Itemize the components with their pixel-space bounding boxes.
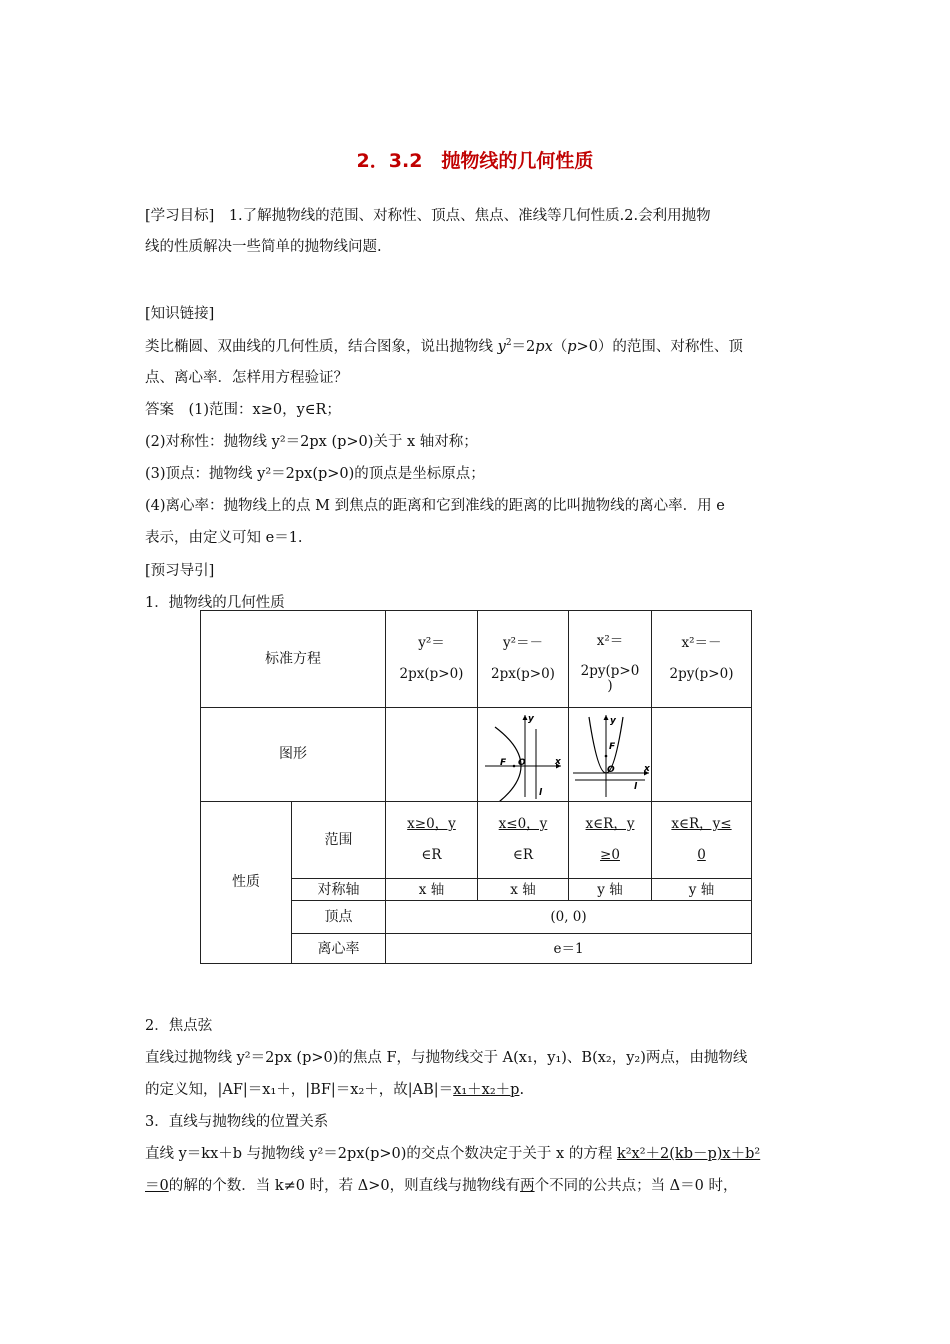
svg-text:l: l (634, 781, 638, 792)
svg-text:y: y (610, 715, 616, 726)
vertex-label: 顶点 (292, 901, 386, 934)
range-2: x≤0，y ∈R (478, 802, 569, 879)
properties-label: 性质 (201, 802, 292, 964)
focal-chord-answer: x₁＋x₂＋p (453, 1082, 520, 1098)
answer-range: 答案 (1)范围：x≥0，y∈R； (145, 402, 341, 418)
equation-row (201, 611, 752, 708)
svg-text:F: F (609, 741, 616, 752)
two-points-answer: 两 (520, 1178, 535, 1194)
answer-symmetry: (2)对称性：抛物线 y²＝2px (p>0)关于 x 轴对称； (145, 434, 478, 450)
learning-goals-line-1: [学习目标] 1.了解抛物线的范围、对称性、顶点、焦点、准线等几何性质.2.会利用抛物 (145, 208, 711, 224)
answer-eccentricity-line-2: 表示，由定义可知 e＝1. (145, 530, 303, 546)
graph-label: 图形 (201, 708, 386, 802)
line-parabola-line-1: 直线 y＝kx＋b 与抛物线 y²＝2px(p>0)的交点个数决定于关于 x 的方程 k²x²＋2(kb－p)x＋b² (145, 1146, 761, 1162)
line-parabola-line-2: ＝0的解的个数．当 k≠0 时，若 Δ>0，则直线与抛物线有两个不同的公共点；当 Δ＝0 时， (145, 1178, 738, 1194)
svg-text:x: x (644, 763, 650, 774)
range-1: x≥0，y ∈R (386, 802, 478, 879)
svg-text:y: y (528, 713, 534, 724)
axis-label: 对称轴 (292, 879, 386, 901)
axis-2: x 轴 (478, 879, 569, 901)
eccentricity-value: e＝1 (386, 934, 752, 964)
range-3: x∈R，y ≥0 (569, 802, 652, 879)
equation-answer-end: ＝0 (145, 1178, 169, 1194)
equation-1: y²＝ 2px(p>0) (386, 611, 478, 708)
axis-1: x 轴 (386, 879, 478, 901)
question-text: 类比椭圆、双曲线的几何性质，结合图象，说出抛物线 (145, 339, 498, 355)
focal-chord-line-2: 的定义知，|AF|＝x₁＋，|BF|＝x₂＋，故|AB|＝x₁＋x₂＋p. (145, 1082, 525, 1098)
graph-cell-2 (478, 708, 569, 802)
focal-chord-line-1: 直线过抛物线 y²＝2px (p>0)的焦点 F，与抛物线交于 A(x₁，y₁)、B(x₂，y₂)两点，由抛物线 (145, 1050, 748, 1066)
svg-text:F: F (500, 757, 507, 768)
svg-text:O: O (607, 764, 615, 775)
graph-cell-1 (386, 708, 478, 802)
vertex-value: (0, 0) (386, 901, 752, 934)
range-4: x∈R，y≤ 0 (652, 802, 752, 879)
parabola-left-graph (481, 709, 565, 801)
page-title: 2．3.2 抛物线的几何性质 (356, 150, 594, 172)
range-label: 范围 (292, 802, 386, 879)
range-row (201, 802, 752, 879)
equation-3: x²＝ 2py(p>0 ) (569, 611, 652, 708)
eccentricity-label: 离心率 (292, 934, 386, 964)
answer-eccentricity-line-1: (4)离心率：抛物线上的点 M 到焦点的距离和它到准线的距离的比叫抛物线的离心率．用 e (145, 498, 725, 514)
learning-goals-line-2: 线的性质解决一些简单的抛物线问题. (145, 239, 382, 255)
parabola-properties-table (200, 610, 752, 964)
equation-label: 标准方程 (201, 611, 386, 708)
graph-row (201, 708, 752, 802)
equation-4: x²＝－ 2py(p>0) (652, 611, 752, 708)
knowledge-heading: [知识链接] (145, 306, 215, 322)
preview-item-1: 1．抛物线的几何性质 (145, 595, 285, 611)
equation-answer: k²x²＋2(kb－p)x＋b² (616, 1146, 761, 1162)
axis-4: y 轴 (652, 879, 752, 901)
equation-2: y²＝－ 2px(p>0) (478, 611, 569, 708)
svg-text:x: x (555, 756, 561, 767)
answer-vertex: (3)顶点：抛物线 y²＝2px(p>0)的顶点是坐标原点； (145, 466, 485, 482)
knowledge-question-line-1: 类比椭圆、双曲线的几何性质，结合图象，说出抛物线 $y^2=2px(p>0)$的范围、对称性、顶 (145, 338, 743, 355)
axis-3: y 轴 (569, 879, 652, 901)
svg-text:O: O (518, 757, 526, 768)
svg-text:l: l (539, 787, 543, 798)
graph-cell-4 (652, 708, 752, 802)
graph-cell-3 (569, 708, 652, 802)
focal-chord-heading: 2．焦点弦 (145, 1018, 213, 1034)
line-parabola-heading: 3．直线与抛物线的位置关系 (145, 1114, 329, 1130)
knowledge-question-line-2: 点、离心率．怎样用方程验证？ (145, 370, 348, 386)
preview-heading: [预习导引] (145, 563, 215, 579)
parabola-up-graph (569, 709, 651, 801)
